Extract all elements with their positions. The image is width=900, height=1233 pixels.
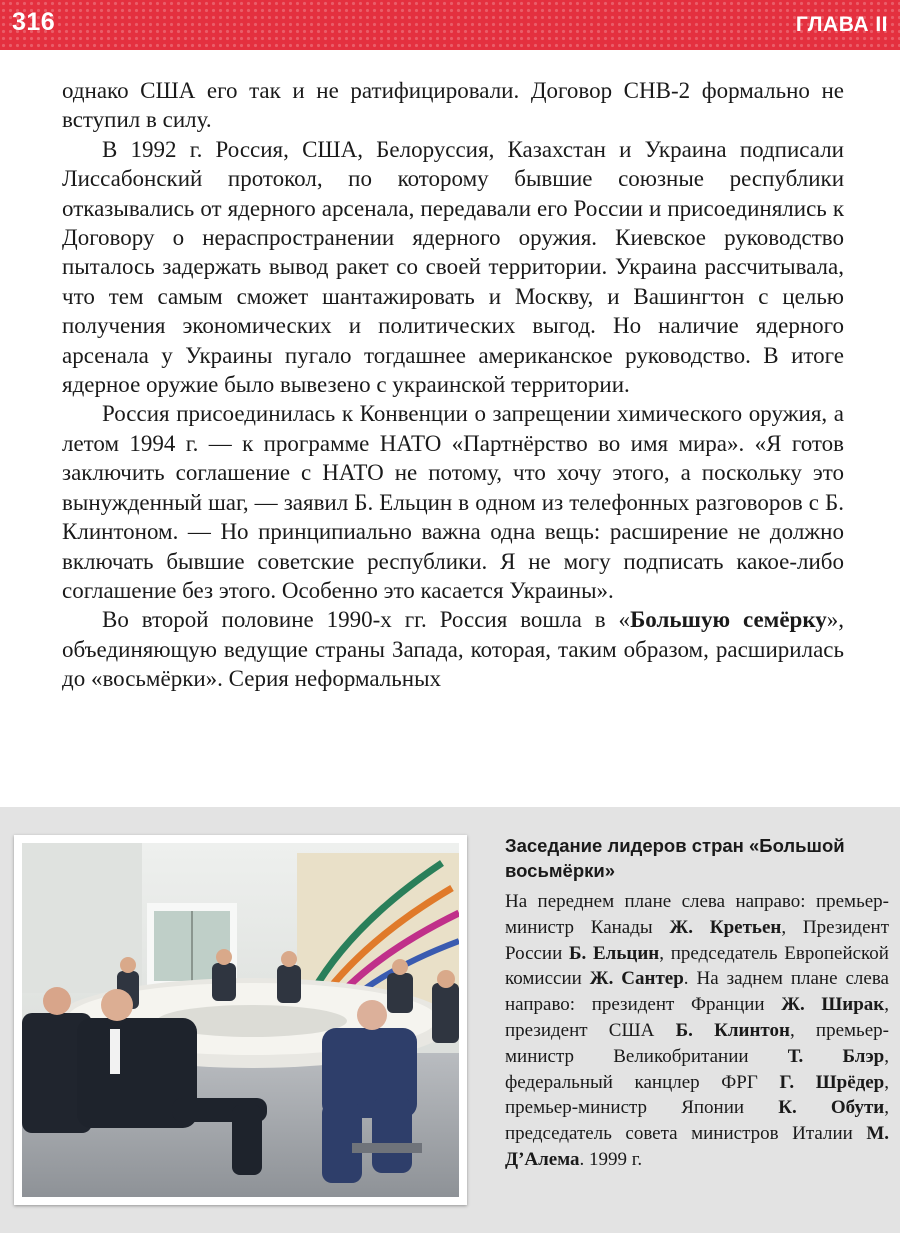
caption-text-segment: . На заднем плане слева направо: президент Франции <box>505 968 889 1016</box>
caption-text-segment: , президент США <box>505 994 889 1041</box>
caption-person-name: Б. Ельцин <box>568 942 660 964</box>
caption-text-segment: , премьер-министр Японии <box>505 1071 889 1119</box>
paragraph-2: В 1992 г. Россия, США, Белоруссия, Казахстан и Украина подписали Лиссабонский протокол, по которому бывшие союзные республики отказывались от ядерного арсенала, передавали его России и присоединялись к Договору о нераспространении ядерного оружия. Киевское руководство пыталось задержать вывод ракет со своей территории. Украина рассчитывала, что тем самым сможет шантажировать и Москву, и Вашингтон с целью получения экономических и политических выгод. Но наличие ядерного арсенала у Украины пугало тогдашнее американское руководство. В итоге ядерное оружие было вывезено с украинской территории. <box>62 136 844 398</box>
caption-person-name: М. Д’Алема <box>505 1123 889 1170</box>
paragraph-4 <box>62 605 844 693</box>
caption-person-name: Ж. Сантер <box>589 968 684 990</box>
paragraph-4-end: », объединяющую ведущие страны Запада, которая, таким образом, расширилась до «восьмёрки». Серия неформальных <box>62 607 844 692</box>
paragraph-1: однако США его так и не ратифицировали. Договор СНВ-2 формально не вступил в силу. <box>62 78 844 133</box>
caption-title: Заседание лидеров стран «Большой восьмёрки» <box>505 835 845 881</box>
chapter-label: ГЛАВА II <box>795 13 888 36</box>
photo-caption <box>505 833 889 1173</box>
caption-text-segment: , премьер-министр Великобритании <box>505 1019 889 1067</box>
caption-text-segment: , председатель Европейской комиссии <box>505 942 889 990</box>
caption-person-name: Ж. Кретьен <box>669 916 782 938</box>
caption-person-name: Т. Блэр <box>787 1045 885 1067</box>
caption-person-name: Ж. Ширак <box>781 994 885 1016</box>
caption-text-segment: , федеральный канцлер ФРГ <box>505 1045 889 1093</box>
bold-term-big-seven: Большую семёрку <box>630 607 827 633</box>
photo-illustration <box>22 843 459 1197</box>
caption-text-segment: На переднем плане слева направо: премьер-министр Канады <box>505 891 889 938</box>
caption-person-name: К. Обути <box>778 1097 885 1119</box>
paragraph-4-start: Во второй половине 1990-х гг. Россия вошла в « <box>102 607 631 633</box>
page-number: 316 <box>12 8 56 36</box>
main-text <box>62 76 844 694</box>
page-header <box>0 0 900 50</box>
paragraph-3: Россия присоединилась к Конвенции о запрещении химического оружия, а летом 1994 г. — к программе НАТО «Партнёрство во имя мира». «Я готов заключить соглашение с НАТО не потому, что хочу этого, а поскольку это вынужденный шаг, — заявил Б. Ельцин в одном из телефонных разговоров с Б. Клинтоном. — Но принципиально важна одна вещь: расширение не должно включать бывшие советские республики. Я не могу подписать какое-либо соглашение без этого. Особенно это касается Украины». <box>62 401 844 603</box>
caption-text-segment: , Президент России <box>505 916 889 964</box>
caption-text <box>505 889 889 1173</box>
caption-person-name: Г. Шрёдер <box>779 1071 885 1093</box>
caption-text-segment: . 1999 г. <box>579 1148 643 1170</box>
caption-person-name: Б. Клинтон <box>675 1019 790 1041</box>
caption-text-segment: , председатель совета министров Италии <box>505 1097 889 1145</box>
summit-photo <box>14 835 467 1205</box>
